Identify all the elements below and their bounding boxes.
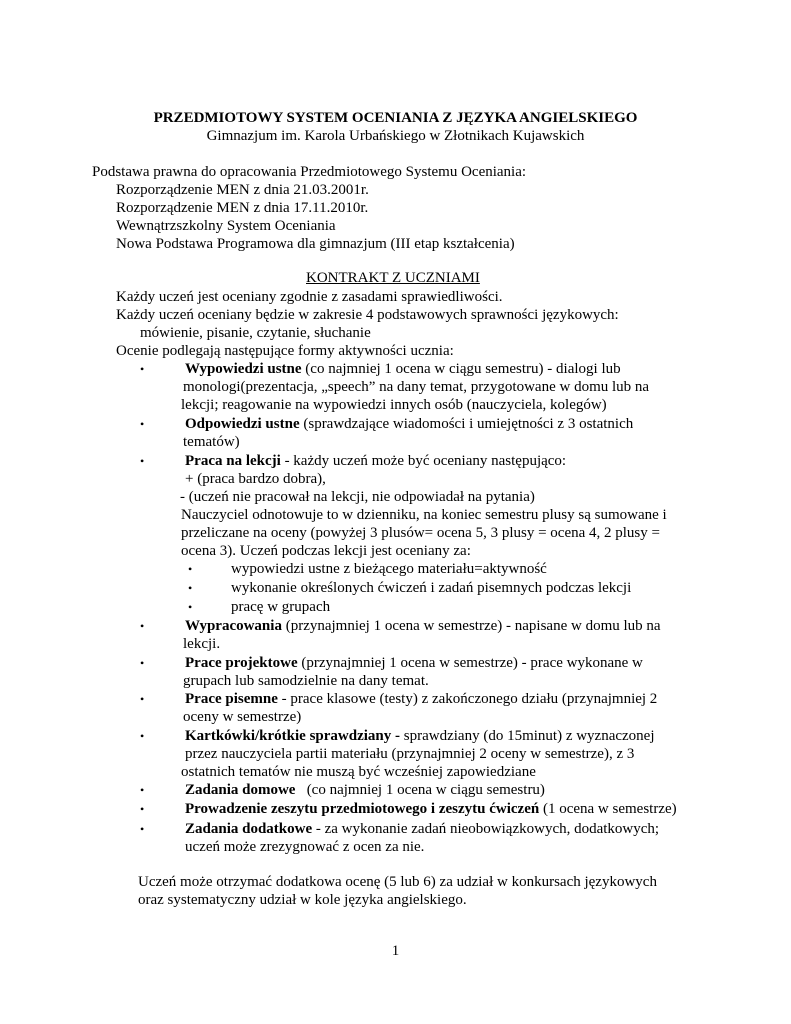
list-item — [185, 360, 621, 378]
bullet-icon: • — [140, 656, 145, 670]
bullet-icon: • — [140, 783, 145, 797]
item-text: monologi(prezentacja, „speech” na dany temat, przygotowane w domu lub na — [183, 379, 650, 395]
list-item — [185, 690, 657, 708]
item-text: (co najmniej 1 ocena w ciągu semestru) - dialogi lub — [301, 361, 621, 377]
item-text: (co najmniej 1 ocena w ciągu semestru) — [295, 782, 545, 798]
legal-basis-item: Nowa Podstawa Programowa dla gimnazjum (III etap kształcenia) — [116, 236, 515, 252]
item-text: (sprawdzające wiadomości i umiejętności z 3 ostatnich — [299, 416, 634, 432]
bullet-icon: • — [188, 562, 193, 576]
bullet-icon: • — [140, 802, 145, 816]
skills-list: mówienie, pisanie, czytanie, słuchanie — [140, 325, 371, 341]
item-text: przez nauczyciela partii materiału (przynajmniej 2 oceny w semestrze), z 3 — [185, 746, 635, 762]
item-title: Odpowiedzi ustne — [185, 416, 300, 432]
item-title: Wypracowania — [185, 618, 282, 634]
list-item — [185, 781, 545, 799]
item-title: Zadania domowe — [185, 782, 296, 798]
bullet-icon: • — [140, 822, 145, 836]
item-text: Nauczyciel odnotowuje to w dzienniku, na koniec semestru plusy są sumowane i — [181, 507, 667, 523]
bullet-icon: • — [188, 581, 193, 595]
bullet-icon: • — [140, 417, 145, 431]
item-text: uczeń może zrezygnować z ocen za nie. — [185, 839, 425, 855]
list-item — [185, 800, 677, 818]
item-text: (przynajmniej 1 ocena w semestrze) - napisane w domu lub na — [281, 618, 661, 634]
contract-text: Każdy uczeń oceniany będzie w zakresie 4 podstawowych sprawności językowych: — [116, 307, 619, 323]
item-text: tematów) — [183, 434, 240, 450]
list-item — [185, 617, 661, 635]
bullet-icon: • — [140, 454, 145, 468]
item-title: Zadania dodatkowe — [185, 821, 313, 837]
list-item — [185, 415, 633, 433]
bullet-icon: • — [140, 729, 145, 743]
page-number: 1 — [391, 943, 400, 959]
item-title: Wypowiedzi ustne — [185, 361, 302, 377]
item-text: - (uczeń nie pracował na lekcji, nie odpowiadał na pytania) — [180, 489, 535, 505]
item-text: ocena 3). Uczeń podczas lekcji jest oceniany za: — [181, 543, 471, 559]
item-text: - prace klasowe (testy) z zakończonego działu (przynajmniej 2 — [277, 691, 658, 707]
item-title: Prowadzenie zeszytu przedmiotowego i zeszytu ćwiczeń — [185, 801, 540, 817]
item-text: przeliczane na oceny (powyżej 3 plusów= ocena 5, 3 plusy = ocena 4, 2 plusy = — [181, 525, 660, 541]
item-text: oceny w semestrze) — [183, 709, 302, 725]
sub-list-item: wykonanie określonych ćwiczeń i zadań pisemnych podczas lekcji — [231, 580, 632, 596]
list-item — [185, 654, 643, 672]
bullet-icon: • — [140, 692, 145, 706]
item-text: + (praca bardzo dobra), — [185, 471, 326, 487]
item-title: Prace projektowe — [185, 655, 298, 671]
item-title: Praca na lekcji — [185, 453, 281, 469]
item-text: grupach lub samodzielnie na dany temat. — [183, 673, 429, 689]
list-item — [185, 727, 655, 745]
contract-text: Każdy uczeń jest oceniany zgodnie z zasadami sprawiedliwości. — [116, 289, 503, 305]
sub-list-item: pracę w grupach — [231, 599, 331, 615]
legal-basis-item: Rozporządzenie MEN z dnia 21.03.2001r. — [116, 182, 369, 198]
item-title: Kartkówki/krótkie sprawdziany - — [185, 728, 404, 744]
closing-text: Uczeń może otrzymać dodatkowa ocenę (5 lub 6) za udział w konkursach językowych — [138, 874, 657, 890]
legal-basis-item: Rozporządzenie MEN z dnia 17.11.2010r. — [116, 200, 369, 216]
closing-text: oraz systematyczny udział w kole języka angielskiego. — [138, 892, 467, 908]
item-text: (1 ocena w semestrze) — [539, 801, 677, 817]
legal-basis-heading: Podstawa prawna do opracowania Przedmiotowego Systemu Oceniania: — [92, 164, 527, 180]
document-subtitle: Gimnazjum im. Karola Urbańskiego w Złotnikach Kujawskich — [206, 128, 585, 144]
item-title: Prace pisemne — [185, 691, 278, 707]
bullet-icon: • — [140, 362, 145, 376]
item-text: ostatnich tematów nie muszą być wcześniej zapowiedziane — [181, 764, 536, 780]
item-text: lekcji; reagowanie na wypowiedzi innych osób (nauczyciela, kolegów) — [181, 397, 607, 413]
bullet-icon: • — [140, 619, 145, 633]
list-item — [185, 820, 659, 838]
contract-text: Ocenie podlegają następujące formy aktywności ucznia: — [116, 343, 454, 359]
list-item — [185, 452, 566, 470]
document-title: PRZEDMIOTOWY SYSTEM OCENIANIA Z JĘZYKA ANGIELSKIEGO — [153, 110, 638, 126]
item-text: (przynajmniej 1 ocena w semestrze) - prace wykonane w — [297, 655, 643, 671]
contract-heading: KONTRAKT Z UCZNIAMI — [306, 270, 480, 286]
item-text: - za wykonanie zadań nieobowiązkowych, dodatkowych; — [312, 821, 660, 837]
legal-basis-item: Wewnątrzszkolny System Oceniania — [116, 218, 336, 234]
item-text: sprawdziany (do 15minut) z wyznaczonej — [403, 728, 655, 744]
item-text: lekcji. — [183, 636, 221, 652]
bullet-icon: • — [188, 600, 193, 614]
sub-list-item: wypowiedzi ustne z bieżącego materiału=aktywność — [231, 561, 547, 577]
item-text: - każdy uczeń może być oceniany następująco: — [280, 453, 567, 469]
